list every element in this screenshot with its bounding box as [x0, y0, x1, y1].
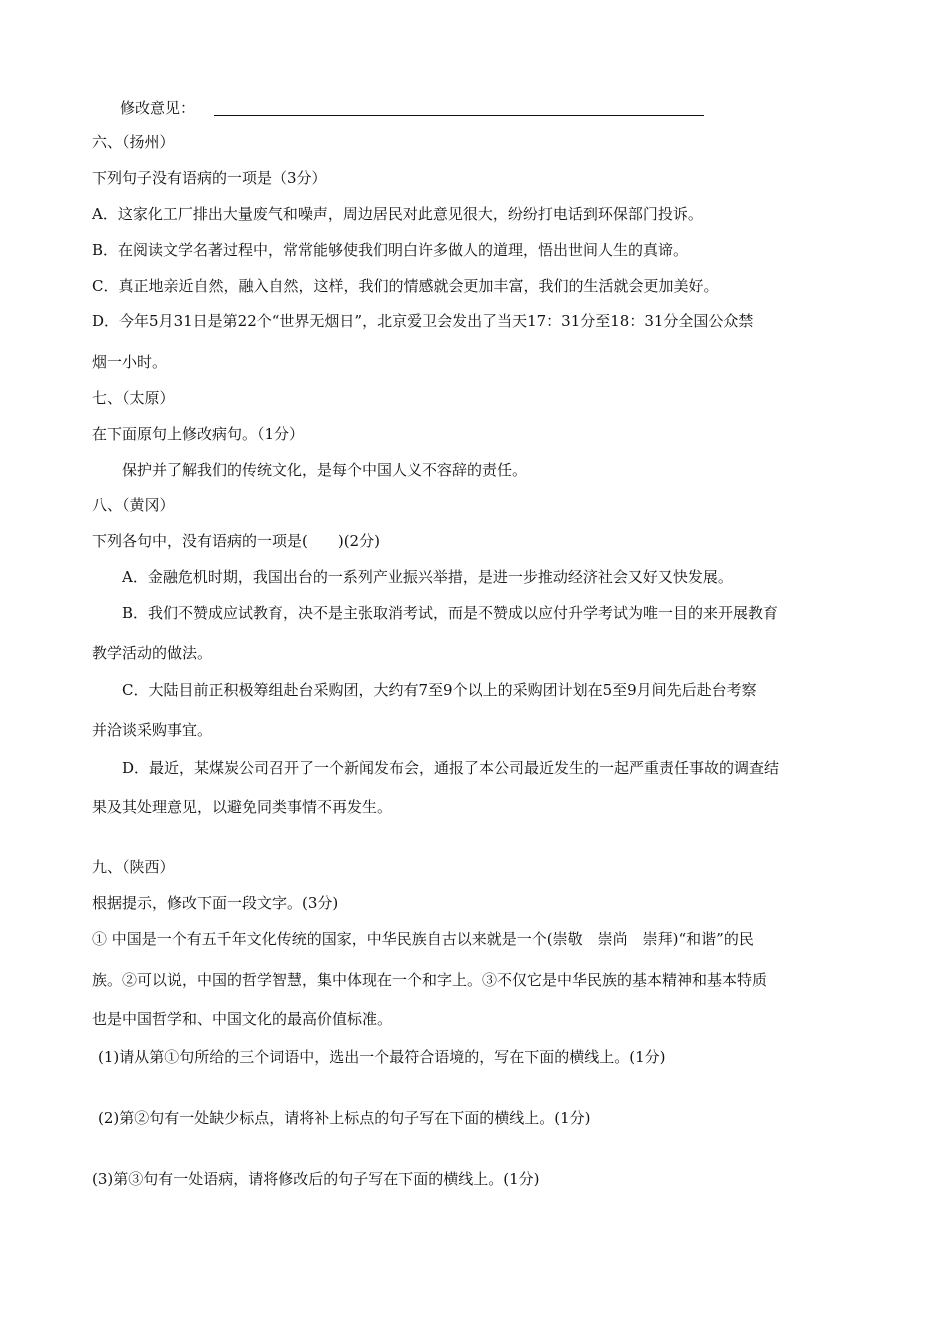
q8-option-d-line2: 果及其处理意见，以避免同类事情不再发生。 — [92, 798, 393, 816]
q8-heading: 八、（黄冈） — [92, 496, 175, 514]
q8-question: 下列各句中，没有语病的一项是( )(2分) — [92, 532, 380, 550]
q6-option-d-line2: 烟一小时。 — [92, 353, 168, 371]
q8-option-c-line2: 并洽谈采购事宜。 — [92, 721, 213, 739]
revision-answer-line[interactable] — [214, 115, 704, 116]
q8-option-b-line2: 教学活动的做法。 — [92, 644, 213, 662]
q8-option-b-line1: B．我们不赞成应试教育，决不是主张取消考试，而是不赞成以应付升学考试为唯一目的来开展教育 — [122, 604, 779, 622]
q6-option-b: B．在阅读文学名著过程中，常常能够使我们明白许多做人的道理，悟出世间人生的真谛。 — [92, 241, 689, 259]
q8-option-d-line1: D．最近，某煤炭公司召开了一个新闻发布会，通报了本公司最近发生的一起严重责任事故的调查结 — [122, 759, 780, 777]
q9-passage-line3: 也是中国哲学和、中国文化的最高价值标准。 — [92, 1010, 393, 1028]
q6-option-a: A．这家化工厂排出大量废气和噪声，周边居民对此意见很大，纷纷打电话到环保部门投诉。 — [92, 205, 703, 223]
q6-option-d-line1: D．今年5月31日是第22个“世界无烟日”，北京爱卫会发出了当天17：31分至18：31分全国公众禁 — [92, 312, 754, 330]
q8-option-c-line1: C．大陆目前正积极筹组赴台采购团，大约有7至9个以上的采购团计划在5至9月间先后赴台考察 — [122, 681, 757, 699]
revision-opinion-label: 修改意见： — [120, 99, 196, 117]
q9-passage-line2: 族。②可以说，中国的哲学智慧，集中体现在一个和字上。③不仅它是中华民族的基本精神和基本特质 — [92, 971, 768, 989]
q9-question: 根据提示，修改下面一段文字。(3分) — [92, 894, 339, 912]
q6-heading: 六、（扬州） — [92, 133, 175, 151]
q6-option-c: C．真正地亲近自然，融入自然，这样，我们的情感就会更加丰富，我们的生活就会更加美好。 — [92, 277, 719, 295]
q9-subquestion-1: (1)请从第①句所给的三个词语中，选出一个最符合语境的，写在下面的横线上。(1分) — [98, 1048, 666, 1066]
q9-heading: 九、（陕西） — [92, 858, 175, 876]
q6-question: 下列句子没有语病的一项是（3分） — [92, 169, 327, 187]
q7-sentence: 保护并了解我们的传统文化，是每个中国人义不容辞的责任。 — [122, 461, 528, 479]
q8-option-a: A．金融危机时期，我国出台的一系列产业振兴举措，是进一步推动经济社会又好又快发展。 — [122, 568, 733, 586]
q9-subquestion-3: (3)第③句有一处语病，请将修改后的句子写在下面的横线上。(1分) — [92, 1170, 540, 1188]
q9-passage-line1: ① 中国是一个有五千年文化传统的国家，中华民族自古以来就是一个(崇敬 崇尚 崇拜)“和谐”的民 — [92, 930, 754, 948]
q7-heading: 七、（太原） — [92, 389, 175, 407]
q9-subquestion-2: (2)第②句有一处缺少标点，请将补上标点的句子写在下面的横线上。(1分) — [98, 1109, 591, 1127]
q7-question: 在下面原句上修改病句。（1分） — [92, 425, 305, 443]
